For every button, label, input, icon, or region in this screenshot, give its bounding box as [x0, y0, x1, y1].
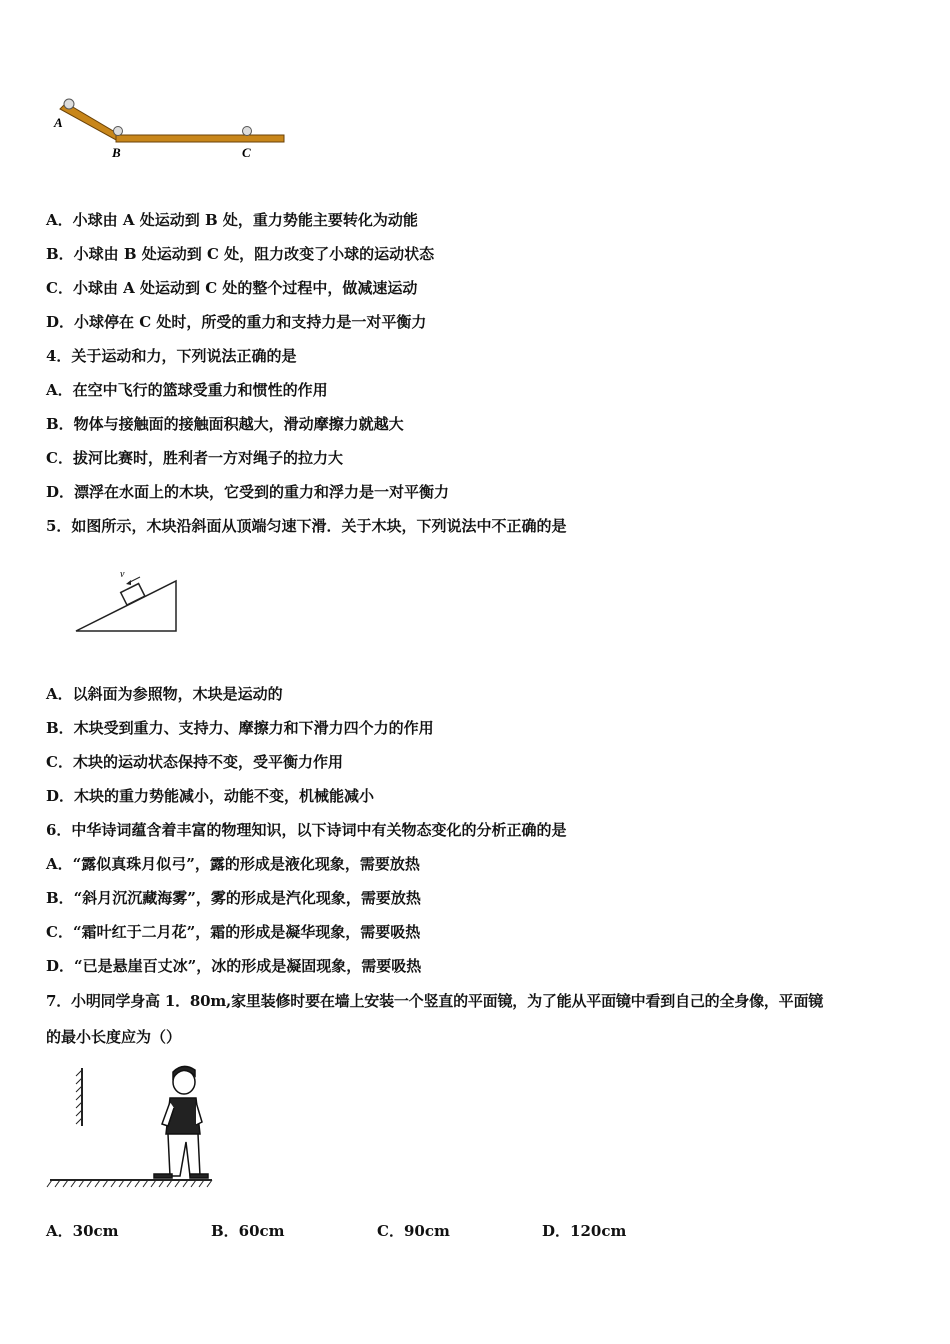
label-a: A — [54, 115, 63, 130]
mirror-person-figure — [46, 1062, 221, 1192]
wall-mirror — [76, 1068, 82, 1126]
ground — [47, 1180, 212, 1187]
ball-b — [114, 127, 123, 136]
q6-stem: 6．中华诗词蕴含着丰富的物理知识，以下诗词中有关物态变化的分析正确的是 — [46, 821, 567, 839]
q6-option-b: B．“斜月沉沉藏海雾”，雾的形成是汽化现象，需要放热 — [46, 889, 421, 907]
q7-stem-line1: 7．小明同学身高 1．80m,家里装修时要在墙上安装一个竖直的平面镜，为了能从平面镜中看到自己的全身像，平面镜 — [46, 992, 824, 1010]
track-figure — [50, 95, 290, 165]
q6-option-d: D．“已是悬崖百丈冰”，冰的形成是凝固现象，需要吸热 — [46, 957, 422, 975]
q7-choice-a: A．30cm — [46, 1222, 119, 1240]
ball-a — [64, 99, 74, 109]
label-c: C — [242, 145, 251, 160]
q7-stem-line2: 的最小长度应为（） — [46, 1028, 182, 1046]
q3-option-d: D．小球停在 C 处时，所受的重力和支持力是一对平衡力 — [46, 313, 427, 331]
q7-choice-d: D．120cm — [542, 1222, 627, 1240]
q5-option-c: C．木块的运动状态保持不变，受平衡力作用 — [46, 753, 343, 771]
q7-choice-c: C．90cm — [377, 1222, 450, 1240]
q4-stem: 4．关于运动和力，下列说法正确的是 — [46, 347, 297, 365]
q5-option-a: A．以斜面为参照物，木块是运动的 — [46, 685, 283, 703]
q6-option-c: C．“霜叶红于二月花”，霜的形成是凝华现象，需要吸热 — [46, 923, 421, 941]
q3-option-c: C．小球由 A 处运动到 C 处的整个过程中，做减速运动 — [46, 279, 418, 297]
q5-option-d: D．木块的重力势能减小，动能不变，机械能减小 — [46, 787, 375, 805]
q4-option-a: A．在空中飞行的篮球受重力和惯性的作用 — [46, 381, 328, 399]
ball-c — [243, 127, 252, 136]
q4-option-d: D．漂浮在水面上的木块，它受到的重力和浮力是一对平衡力 — [46, 483, 450, 501]
velocity-label: v — [120, 569, 125, 580]
q3-option-a: A．小球由 A 处运动到 B 处，重力势能主要转化为动能 — [46, 211, 418, 229]
q6-option-a: A．“露似真珠月似弓”，露的形成是液化现象，需要放热 — [46, 855, 420, 873]
incline-figure — [70, 565, 185, 637]
q3-option-b: B．小球由 B 处运动到 C 处，阻力改变了小球的运动状态 — [46, 245, 435, 263]
label-b: B — [112, 145, 121, 160]
wooden-block — [121, 584, 145, 605]
person — [154, 1066, 208, 1178]
q7-choice-b: B．60cm — [211, 1222, 285, 1240]
q4-option-b: B．物体与接触面的接触面积越大，滑动摩擦力就越大 — [46, 415, 404, 433]
q5-stem: 5．如图所示，木块沿斜面从顶端匀速下滑．关于木块，下列说法中不正确的是 — [46, 517, 567, 535]
q5-option-b: B．木块受到重力、支持力、摩擦力和下滑力四个力的作用 — [46, 719, 434, 737]
q4-option-c: C．拔河比赛时，胜利者一方对绳子的拉力大 — [46, 449, 343, 467]
